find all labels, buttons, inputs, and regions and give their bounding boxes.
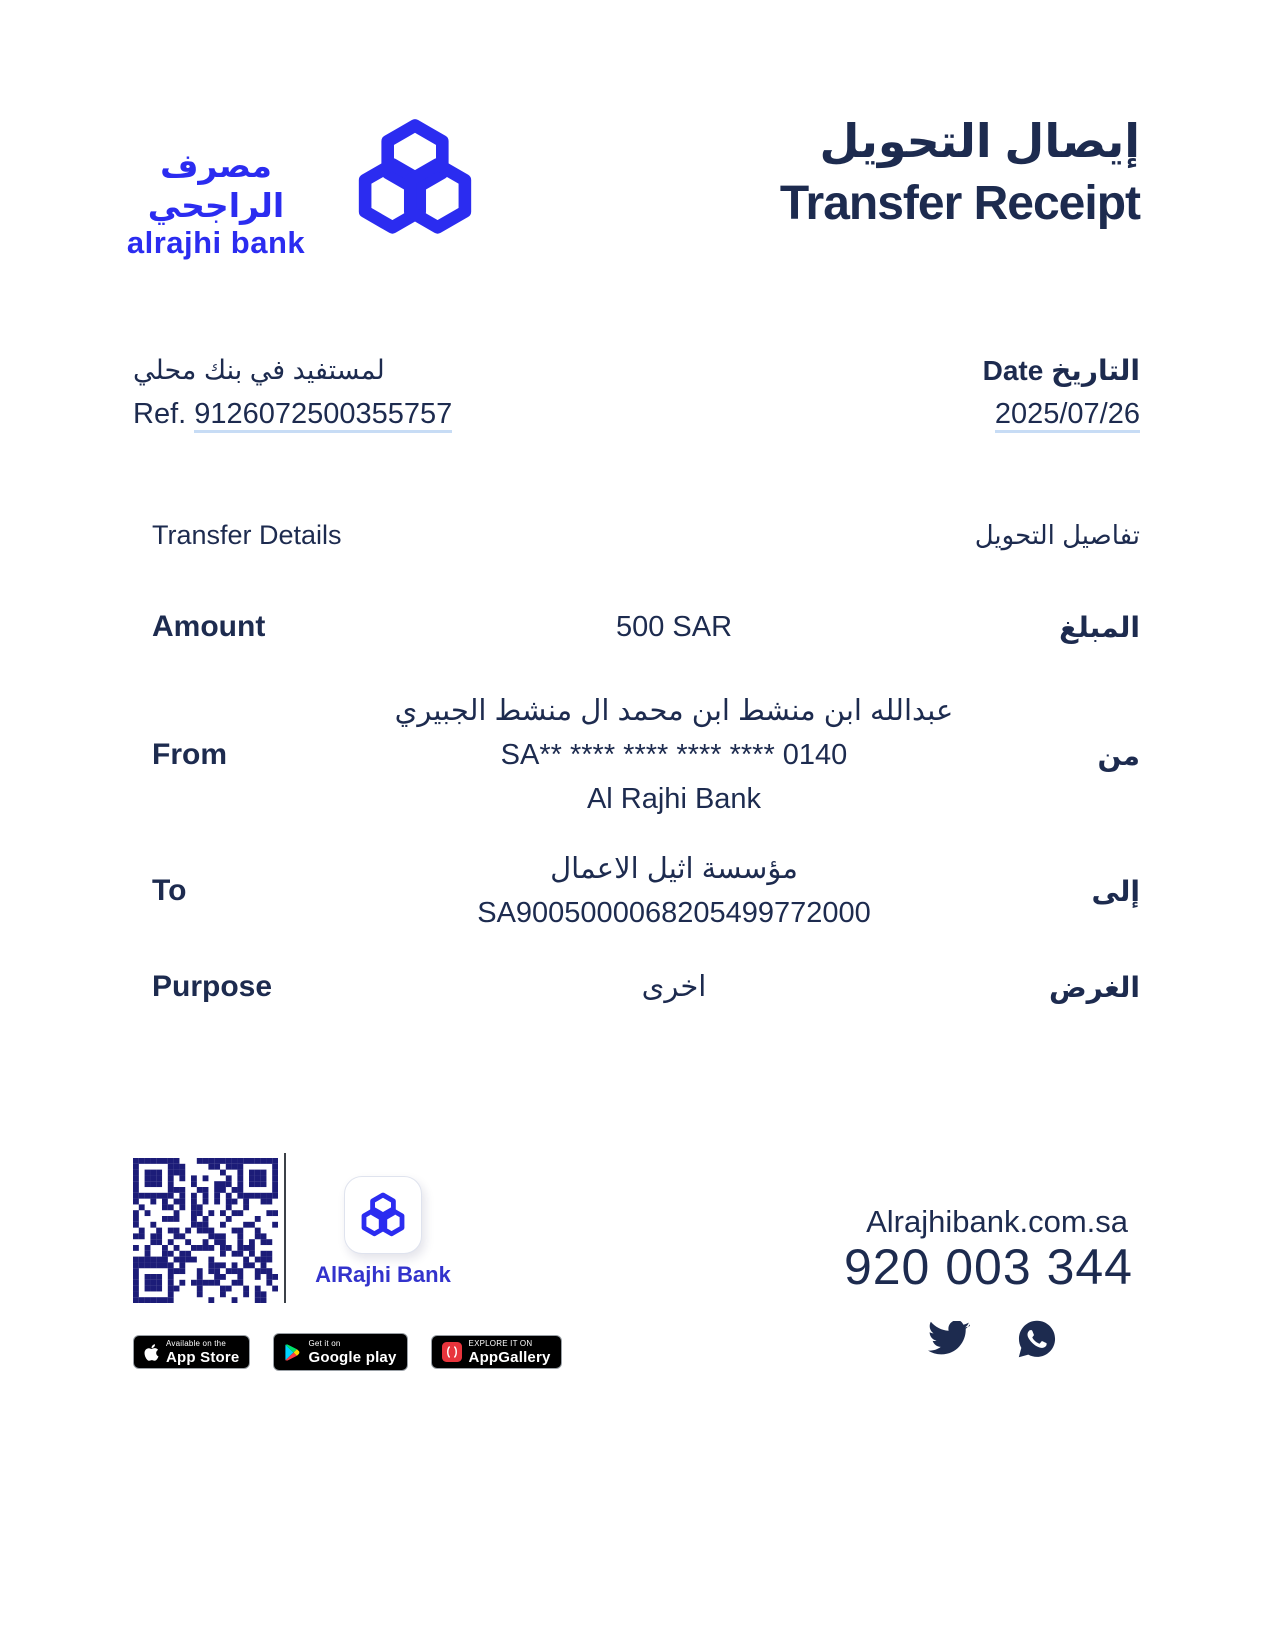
- to-label-english: To: [152, 874, 187, 907]
- app-name-label: AlRajhi Bank: [315, 1262, 451, 1287]
- alrajhi-logo-wordmark: [118, 146, 314, 260]
- date-label: [975, 352, 1140, 390]
- date-label-arabic: التاريخ: [1051, 355, 1140, 386]
- twitter-icon[interactable]: [928, 1321, 970, 1357]
- to-value: [318, 847, 1030, 935]
- purpose-value: اخرى: [641, 971, 707, 1003]
- amount-value: 500 SAR: [615, 611, 733, 643]
- google-play-icon: [284, 1343, 301, 1362]
- purpose-label-english: Purpose: [152, 970, 273, 1003]
- details-heading-english: Transfer Details: [152, 520, 342, 550]
- purpose-row: [133, 965, 1140, 1009]
- beneficiary-and-ref: [133, 350, 452, 432]
- from-value: [318, 689, 1030, 821]
- app-gallery-badge-line2: AppGallery: [468, 1348, 551, 1366]
- transfer-details-heading: [133, 515, 1140, 555]
- beneficiary-iban: SA9005000068205499772000: [477, 897, 871, 929]
- sender-name: عبدالله ابن منشط ابن محمد ال منشط الجبيري: [394, 695, 954, 727]
- divider: [284, 1153, 286, 1303]
- google-play-badge-line1: Get it on: [308, 1338, 341, 1348]
- apple-icon: [144, 1343, 159, 1362]
- huawei-appgallery-icon: [442, 1342, 462, 1362]
- qr-code: [133, 1158, 278, 1303]
- from-label-english: From: [152, 738, 227, 771]
- social-icons: [928, 1320, 1056, 1358]
- details-heading-arabic: تفاصيل التحويل: [974, 520, 1140, 550]
- receipt-title-arabic: إيصال التحويل: [819, 115, 1140, 167]
- date-label-english: Date: [982, 355, 1044, 386]
- google-play-badge[interactable]: [273, 1333, 407, 1371]
- receipt-title: [780, 110, 1140, 232]
- website-link[interactable]: Alrajhibank.com.sa: [866, 1204, 1128, 1239]
- ref-number-value: 9126072500355757: [194, 398, 453, 430]
- app-store-badge[interactable]: [133, 1335, 250, 1369]
- to-label-arabic: إلى: [1091, 875, 1140, 907]
- whatsapp-icon[interactable]: [1018, 1320, 1056, 1358]
- date-block: [975, 352, 1140, 432]
- sender-masked-iban: SA** **** **** **** **** 0140: [500, 739, 848, 771]
- amount-label-english: Amount: [152, 610, 266, 643]
- transfer-details-section: [133, 515, 1140, 1009]
- app-store-badge-line1: Available on the: [166, 1338, 226, 1348]
- sender-bank: Al Rajhi Bank: [586, 783, 762, 815]
- to-row: [133, 847, 1140, 935]
- app-gallery-badge[interactable]: [431, 1335, 562, 1369]
- logo-wordmark-english: alrajhi bank: [126, 225, 306, 260]
- beneficiary-name: مؤسسة اثيل الاعمال: [550, 853, 798, 885]
- phone-number: 920 003 344: [843, 1239, 1133, 1295]
- from-row: [133, 689, 1140, 821]
- alrajhi-logo-mark-icon: [352, 112, 478, 244]
- date-value: 2025/07/26: [994, 398, 1140, 430]
- app-store-badge-line2: App Store: [166, 1348, 240, 1366]
- amount-row: [133, 605, 1140, 649]
- logo-wordmark-arabic: مصرف الراجحي: [147, 147, 285, 224]
- receipt-title-english: Transfer Receipt: [779, 177, 1140, 230]
- alrajhi-app-icon: [344, 1176, 422, 1254]
- app-gallery-badge-line1: EXPLORE IT ON: [468, 1338, 533, 1348]
- purpose-label-arabic: الغرض: [1049, 971, 1140, 1003]
- store-badges: [133, 1333, 562, 1371]
- google-play-badge-line2: Google play: [308, 1348, 397, 1366]
- from-label-arabic: من: [1097, 739, 1140, 771]
- reference-number: [133, 396, 452, 432]
- ref-label: Ref.: [133, 398, 187, 430]
- amount-label-arabic: المبلغ: [1059, 611, 1140, 643]
- beneficiary-type-label: لمستفيد في بنك محلي: [133, 355, 385, 385]
